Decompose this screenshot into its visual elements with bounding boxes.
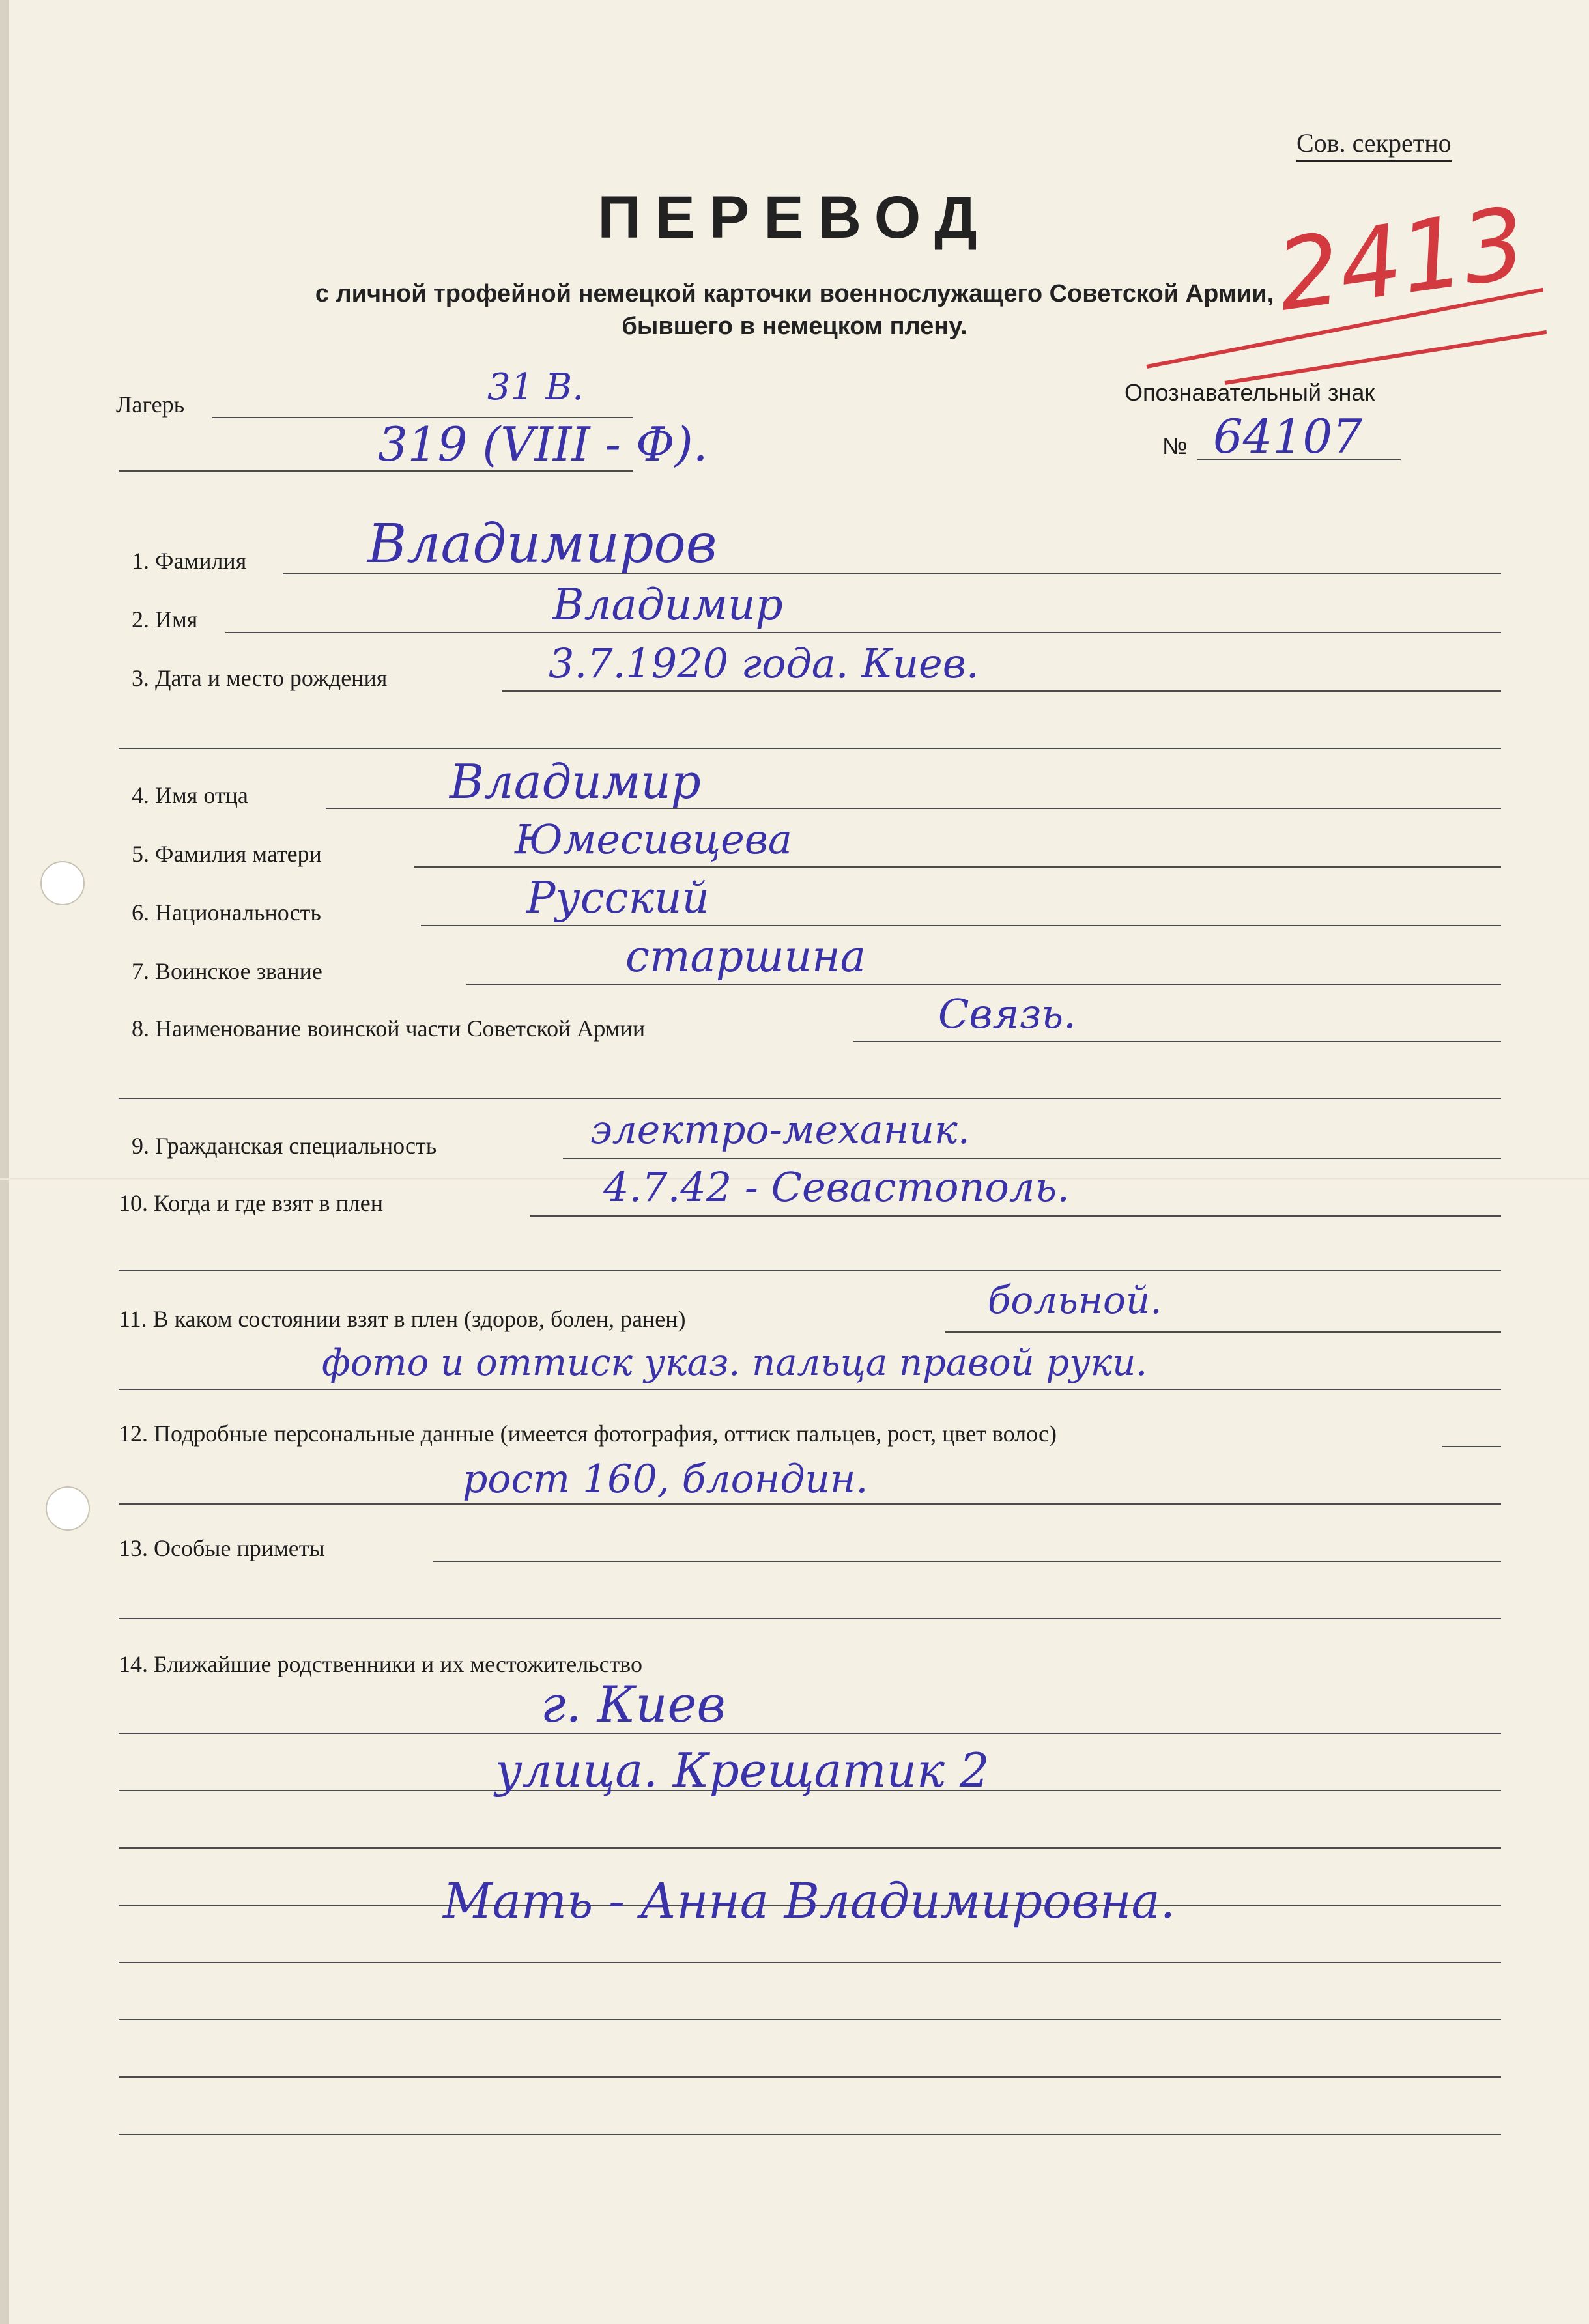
field-14-line-8 bbox=[119, 2134, 1501, 2135]
field-10-line-2 bbox=[119, 1270, 1501, 1271]
field-3-line-2 bbox=[119, 748, 1501, 749]
field-1-value: Владимиров bbox=[367, 513, 717, 575]
field-12-label: 12. Подробные персональные данные (имеется фотография, оттиск пальцев, рост, цвет волос) bbox=[119, 1421, 1057, 1447]
field-12-line-2 bbox=[119, 1503, 1501, 1505]
field-14-line-5 bbox=[119, 1962, 1501, 1963]
camp-label: Лагерь bbox=[116, 391, 185, 418]
relatives-line-3: Мать - Анна Владимировна. bbox=[443, 1873, 1176, 1929]
field-11-label: 11. В каком состоянии взят в плен (здоров, болен, ранен) bbox=[119, 1306, 686, 1332]
field-5-line bbox=[414, 866, 1501, 868]
field-14-line-1 bbox=[119, 1733, 1501, 1734]
camp-value-2: 319 (VIII - Ф). bbox=[378, 417, 708, 472]
field-9-value: электро-механик. bbox=[590, 1107, 970, 1153]
field-14-line-7 bbox=[119, 2076, 1501, 2078]
field-14-label: 14. Ближайшие родственники и их местожительство bbox=[119, 1651, 643, 1677]
punch-hole-lower bbox=[46, 1486, 90, 1531]
punch-hole-upper bbox=[40, 861, 85, 905]
relatives-line-1: г. Киев bbox=[541, 1675, 726, 1733]
field-11-value: больной. bbox=[988, 1278, 1162, 1322]
field-13-line bbox=[433, 1561, 1501, 1562]
field-2-label: 2. Имя bbox=[132, 606, 198, 632]
id-tag-label: Опознавательный знак bbox=[1124, 379, 1375, 406]
field-8-line-2 bbox=[119, 1098, 1501, 1099]
id-tag-value: 64107 bbox=[1213, 409, 1363, 464]
relatives-line-2: улица. Крещатик 2 bbox=[495, 1743, 990, 1798]
field-13-label: 13. Особые приметы bbox=[119, 1535, 325, 1561]
field-2-line bbox=[225, 632, 1501, 633]
field-4-value: Владимир bbox=[450, 754, 701, 809]
field-14-line-3 bbox=[119, 1847, 1501, 1849]
field-14-line-6 bbox=[119, 2019, 1501, 2020]
field-4-label: 4. Имя отца bbox=[132, 782, 248, 808]
field-7-label: 7. Воинское звание bbox=[132, 958, 322, 984]
field-2-value: Владимир bbox=[552, 580, 783, 630]
field-12-line bbox=[1442, 1446, 1501, 1447]
field-7-value: старшина bbox=[625, 931, 866, 982]
field-10-value: 4.7.42 - Севастополь. bbox=[603, 1163, 1070, 1211]
red-handwritten-number: 2413 bbox=[1270, 186, 1533, 333]
field-9-label: 9. Гражданская специальность bbox=[132, 1133, 437, 1159]
field-13-line-2 bbox=[119, 1618, 1501, 1619]
field-5-label: 5. Фамилия матери bbox=[132, 841, 322, 867]
field-9-line bbox=[563, 1158, 1501, 1159]
field-11-extra: фото и оттиск указ. пальца правой руки. bbox=[322, 1342, 1148, 1384]
id-tag-number-sign: № bbox=[1162, 432, 1188, 459]
field-8-label: 8. Наименование воинской части Советской Армии bbox=[132, 1015, 646, 1042]
page-edge bbox=[0, 0, 9, 2324]
field-11-line-2 bbox=[119, 1389, 1501, 1390]
field-3-line bbox=[502, 690, 1501, 692]
field-6-label: 6. Национальность bbox=[132, 900, 321, 926]
field-6-value: Русский bbox=[526, 873, 710, 923]
camp-value-1: 31 В. bbox=[487, 366, 584, 408]
field-8-line bbox=[853, 1041, 1501, 1042]
field-7-line bbox=[466, 984, 1501, 985]
field-3-label: 3. Дата и место рождения bbox=[132, 665, 388, 691]
field-10-label: 10. Когда и где взят в плен bbox=[119, 1190, 384, 1216]
field-11-line bbox=[945, 1331, 1501, 1333]
field-12-value: рост 160, блондин. bbox=[463, 1456, 868, 1502]
document-title: ПЕРЕВОД bbox=[597, 184, 992, 251]
field-6-line bbox=[421, 925, 1501, 926]
classification-label: Сов. секретно bbox=[1296, 128, 1452, 162]
subtitle-line-2: бывшего в немецком плену. bbox=[622, 313, 967, 340]
field-8-value: Связь. bbox=[938, 990, 1076, 1038]
field-5-value: Юмесивцева bbox=[515, 815, 792, 863]
subtitle-line-1: с личной трофейной немецкой карточки военнослужащего Советской Армии, bbox=[315, 280, 1274, 307]
field-3-value: 3.7.1920 года. Киев. bbox=[549, 640, 979, 687]
field-1-label: 1. Фамилия bbox=[132, 548, 247, 574]
field-10-line bbox=[530, 1215, 1501, 1217]
